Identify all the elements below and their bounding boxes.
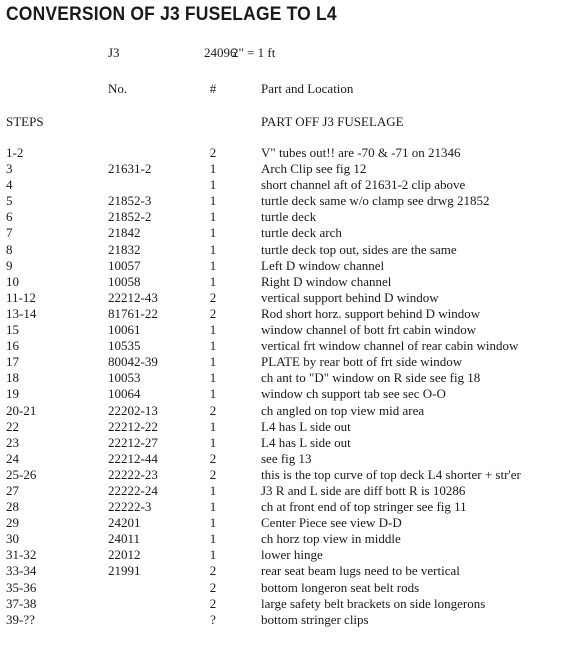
quantity-cell: 1 bbox=[209, 322, 217, 338]
part-description-cell: Left D window channel bbox=[261, 257, 385, 273]
step-cell: 25-26 bbox=[6, 466, 37, 482]
table-row bbox=[0, 258, 566, 274]
table-row bbox=[0, 467, 566, 483]
quantity-cell: 2 bbox=[209, 402, 217, 418]
table-row bbox=[0, 161, 566, 177]
part-number-cell: 21852-3 bbox=[108, 193, 152, 209]
step-cell: 27 bbox=[6, 482, 19, 498]
step-cell: 31-32 bbox=[6, 547, 37, 563]
part-description-cell: large safety belt brackets on side longerons bbox=[261, 595, 486, 611]
quantity-cell: 1 bbox=[209, 193, 217, 209]
quantity-cell: 2 bbox=[209, 595, 217, 611]
part-description-cell: vertical frt window channel of rear cabin window bbox=[261, 338, 519, 354]
part-number-cell: 22212-22 bbox=[108, 418, 158, 434]
quantity-cell: 2 bbox=[209, 466, 217, 482]
quantity-cell: 1 bbox=[209, 338, 217, 354]
part-description-cell: window ch support tab see sec O-O bbox=[261, 386, 446, 402]
table-row bbox=[0, 354, 566, 370]
part-number-cell: 10535 bbox=[108, 338, 141, 354]
quantity-cell: 1 bbox=[209, 257, 217, 273]
quantity-cell: ? bbox=[210, 611, 216, 627]
part-description-cell: this is the top curve of top deck L4 shorter + str'er bbox=[261, 466, 521, 482]
part-number-cell: 21852-2 bbox=[108, 209, 152, 225]
step-cell: 3 bbox=[6, 161, 13, 177]
table-row bbox=[0, 403, 566, 419]
quantity-cell: 1 bbox=[209, 241, 217, 257]
part-description-cell: turtle deck arch bbox=[261, 225, 342, 241]
step-cell: 23 bbox=[6, 434, 19, 450]
step-cell: 16 bbox=[6, 338, 19, 354]
table-row bbox=[0, 499, 566, 515]
table-row bbox=[0, 306, 566, 322]
table-row bbox=[0, 563, 566, 579]
step-cell: 18 bbox=[6, 370, 19, 386]
part-description-cell: bottom longeron seat belt rods bbox=[261, 579, 420, 595]
quantity-cell: 1 bbox=[209, 225, 217, 241]
part-number-cell: 81761-22 bbox=[108, 305, 158, 321]
step-cell: 30 bbox=[6, 531, 19, 547]
table-row bbox=[0, 580, 566, 596]
parts-table bbox=[0, 145, 566, 628]
part-description-cell: turtle deck same w/o clamp see drwg 21852 bbox=[261, 193, 490, 209]
quantity-cell: 1 bbox=[209, 418, 217, 434]
drawing-scale: 2" = 1 ft bbox=[232, 45, 276, 60]
table-row bbox=[0, 225, 566, 241]
step-cell: 39-?? bbox=[6, 611, 35, 627]
quantity-cell: 1 bbox=[209, 515, 217, 531]
table-row bbox=[0, 515, 566, 531]
part-number-cell: 24011 bbox=[108, 531, 141, 547]
column-header-no: No. bbox=[108, 81, 128, 96]
part-description-cell: Right D window channel bbox=[261, 273, 392, 289]
part-description-cell: turtle deck top out, sides are the same bbox=[261, 241, 457, 257]
quantity-cell: 2 bbox=[209, 305, 217, 321]
step-cell: 22 bbox=[6, 418, 19, 434]
table-row bbox=[0, 193, 566, 209]
part-description-cell: PLATE by rear bott of frt side window bbox=[261, 354, 463, 370]
column-header-qty: # bbox=[209, 81, 217, 96]
quantity-cell: 1 bbox=[209, 370, 217, 386]
table-row bbox=[0, 338, 566, 354]
step-cell: 5 bbox=[6, 193, 13, 209]
quantity-cell: 1 bbox=[209, 499, 217, 515]
part-description-cell: J3 R and L side are diff bott R is 10286 bbox=[261, 482, 466, 498]
step-cell: 15 bbox=[6, 322, 19, 338]
step-cell: 11-12 bbox=[6, 289, 36, 305]
column-header-steps: STEPS bbox=[6, 114, 44, 129]
quantity-cell: 2 bbox=[209, 563, 217, 579]
table-row bbox=[0, 177, 566, 193]
table-row bbox=[0, 370, 566, 386]
part-description-cell: Arch Clip see fig 12 bbox=[261, 161, 367, 177]
table-row bbox=[0, 451, 566, 467]
step-cell: 28 bbox=[6, 499, 19, 515]
quantity-cell: 2 bbox=[209, 289, 217, 305]
drawing-number: 24096 bbox=[204, 45, 237, 60]
quantity-cell: 1 bbox=[209, 161, 217, 177]
table-row bbox=[0, 322, 566, 338]
part-description-cell: window channel of bott frt cabin window bbox=[261, 322, 477, 338]
step-cell: 10 bbox=[6, 273, 19, 289]
part-description-cell: Center Piece see view D-D bbox=[261, 515, 402, 531]
quantity-cell: 2 bbox=[209, 450, 217, 466]
step-cell: 7 bbox=[6, 225, 13, 241]
quantity-cell: 1 bbox=[209, 434, 217, 450]
quantity-cell: 1 bbox=[209, 354, 217, 370]
table-row bbox=[0, 531, 566, 547]
part-number-cell: 22222-23 bbox=[108, 466, 158, 482]
part-description-cell: ch angled on top view mid area bbox=[261, 402, 425, 418]
step-cell: 19 bbox=[6, 386, 19, 402]
part-description-cell: vertical support behind D window bbox=[261, 289, 439, 305]
table-row bbox=[0, 274, 566, 290]
part-description-cell: short channel aft of 21631-2 clip above bbox=[261, 177, 466, 193]
part-description-cell: Rod short horz. support behind D window bbox=[261, 305, 481, 321]
part-number-cell: 24201 bbox=[108, 515, 141, 531]
quantity-cell: 1 bbox=[209, 177, 217, 193]
step-cell: 35-36 bbox=[6, 579, 37, 595]
table-row bbox=[0, 596, 566, 612]
step-cell: 8 bbox=[6, 241, 13, 257]
table-row bbox=[0, 242, 566, 258]
quantity-cell: 1 bbox=[209, 531, 217, 547]
part-number-cell: 10058 bbox=[108, 273, 141, 289]
step-cell: 1-2 bbox=[6, 145, 24, 160]
part-number-cell: 22202-13 bbox=[108, 402, 158, 418]
table-row bbox=[0, 435, 566, 451]
part-number-cell: 22212-27 bbox=[108, 434, 158, 450]
table-row bbox=[0, 612, 566, 628]
part-number-cell: 10064 bbox=[108, 386, 141, 402]
quantity-cell: 1 bbox=[209, 482, 217, 498]
part-number-cell: 80042-39 bbox=[108, 354, 158, 370]
quantity-cell: 1 bbox=[209, 386, 217, 402]
part-number-cell: 10057 bbox=[108, 257, 141, 273]
step-cell: 24 bbox=[6, 450, 19, 466]
quantity-cell: 1 bbox=[209, 209, 217, 225]
part-description-cell: ch ant to "D" window on R side see fig 18 bbox=[261, 370, 481, 386]
part-description-cell: lower hinge bbox=[261, 547, 323, 563]
table-row bbox=[0, 483, 566, 499]
part-number-cell: 10061 bbox=[108, 322, 141, 338]
quantity-cell: 1 bbox=[209, 547, 217, 563]
step-cell: 17 bbox=[6, 354, 19, 370]
quantity-cell: 1 bbox=[209, 273, 217, 289]
model-label: J3 bbox=[108, 45, 120, 60]
step-cell: 4 bbox=[6, 177, 13, 193]
table-row bbox=[0, 386, 566, 402]
part-number-cell: 22222-3 bbox=[108, 499, 152, 515]
part-number-cell: 21832 bbox=[108, 241, 141, 257]
part-description-cell: V" tubes out!! are -70 & -71 on 21346 bbox=[261, 145, 461, 160]
section-heading: PART OFF J3 FUSELAGE bbox=[261, 114, 404, 129]
quantity-cell: 2 bbox=[209, 145, 217, 160]
column-header-part: Part and Location bbox=[261, 81, 354, 96]
table-row bbox=[0, 145, 566, 161]
part-description-cell: bottom stringer clips bbox=[261, 611, 369, 627]
step-cell: 20-21 bbox=[6, 402, 37, 418]
step-cell: 37-38 bbox=[6, 595, 37, 611]
part-number-cell: 22012 bbox=[108, 547, 141, 563]
step-cell: 33-34 bbox=[6, 563, 37, 579]
part-number-cell: 22212-44 bbox=[108, 450, 158, 466]
part-number-cell: 21631-2 bbox=[108, 161, 152, 177]
step-cell: 9 bbox=[6, 257, 13, 273]
part-description-cell: rear seat beam lugs need to be vertical bbox=[261, 563, 460, 579]
part-number-cell: 22212-43 bbox=[108, 289, 158, 305]
table-row bbox=[0, 547, 566, 563]
part-number-cell: 10053 bbox=[108, 370, 141, 386]
part-description-cell: L4 has L side out bbox=[261, 434, 351, 450]
quantity-cell: 2 bbox=[209, 579, 217, 595]
part-number-cell: 22222-24 bbox=[108, 482, 158, 498]
document-title: CONVERSION OF J3 FUSELAGE TO L4 bbox=[6, 4, 337, 25]
part-description-cell: see fig 13 bbox=[261, 450, 312, 466]
part-description-cell: ch at front end of top stringer see fig 11 bbox=[261, 499, 467, 515]
part-description-cell: ch horz top view in middle bbox=[261, 531, 401, 547]
part-description-cell: L4 has L side out bbox=[261, 418, 351, 434]
table-row bbox=[0, 290, 566, 306]
part-description-cell: turtle deck bbox=[261, 209, 317, 225]
part-number-cell: 21842 bbox=[108, 225, 141, 241]
step-cell: 6 bbox=[6, 209, 13, 225]
step-cell: 29 bbox=[6, 515, 19, 531]
table-row bbox=[0, 209, 566, 225]
table-row bbox=[0, 419, 566, 435]
part-number-cell: 21991 bbox=[108, 563, 141, 579]
step-cell: 13-14 bbox=[6, 305, 37, 321]
